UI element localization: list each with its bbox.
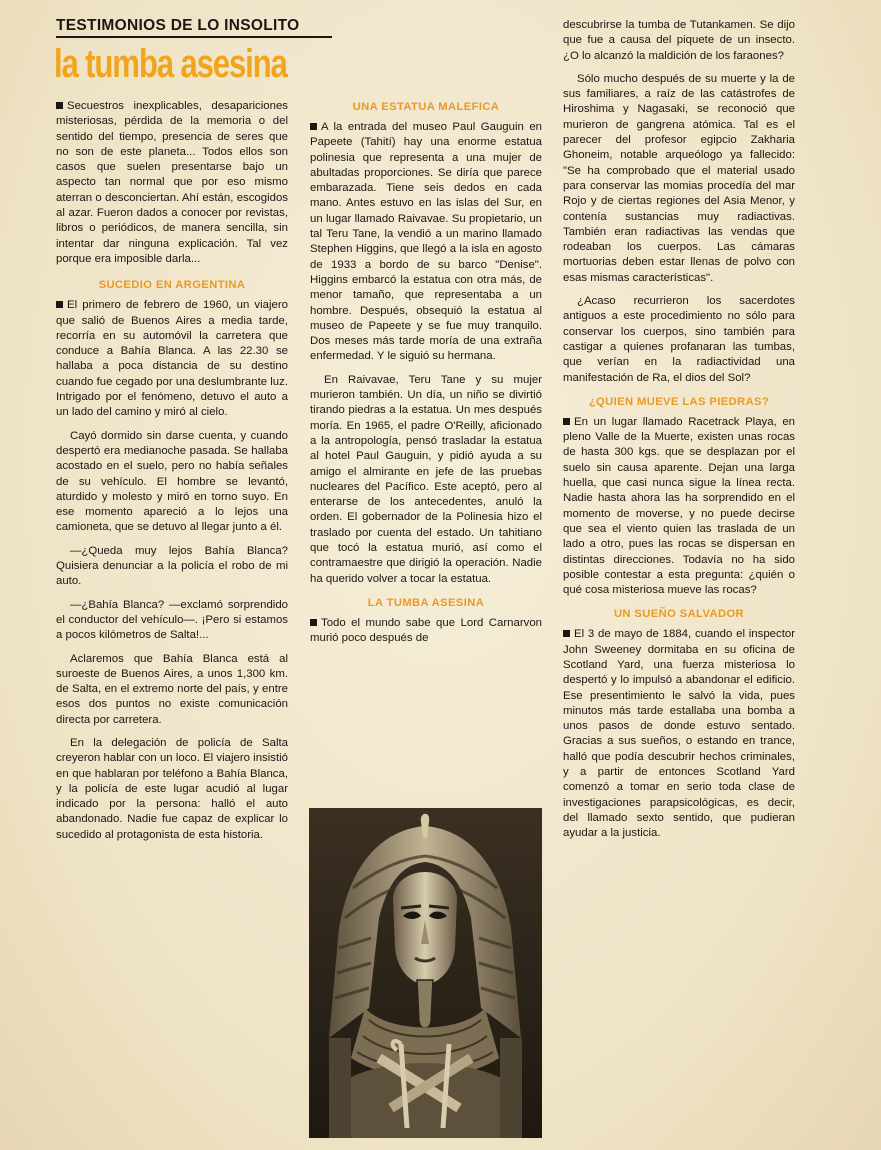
column-3 xyxy=(563,18,795,842)
paragraph: En la delegación de policía de Salta creyeron hablar con un loco. El viajero insistió en que hablaran por teléfono a Bahía Blanca, y la policía de este lugar acudió al lugar indicado por la persona: halló el auto abandonado. Nadie fue capaz de explicar lo sucedido al protagonista de esta historia. xyxy=(56,736,288,841)
bullet-icon xyxy=(563,630,570,637)
paragraph: —¿Queda muy lejos Bahía Blanca? Quisiera denunciar a la policía el robo de mi auto. xyxy=(56,544,288,588)
subhead-tumba: LA TUMBA ASESINA xyxy=(367,596,485,609)
bullet-icon xyxy=(310,123,317,130)
paragraph: Cayó dormido sin darse cuenta, y cuando despertó era medianoche pasada. Se hallaba acostado en el suelo, pero no había señales de su vehículo. El hombre se levantó, aturdido y molesto y miró en torno suyo. En ese momento apareció a lo lejos una camioneta, que se detuvo al llegar junto a él. xyxy=(56,429,288,534)
paragraph: En Raivavae, Teru Tane y su mujer murieron también. Un día, un niño se divirtió tirando piedras a la estatua. Un mes después moría. En 1965, el padre O'Reilly, aficionado a la antropología, pensó trasladar la estatua al hotel Paul Gauguin, y pidió ayuda a su amigo el almirante en jefe de las pruebas nucleares del Pacífico. Este aceptó, pero al enterarse de los antecedentes, anuló la orden. El gobernador de la Polinesia hizo el traslado por cuenta del estado. Un tahitiano que tocó la estatua murió, así como el contramaestre que dirigió la operación. Nadie ha querido volver a tocar la estatua. xyxy=(310,373,542,585)
paragraph: Todo el mundo sabe que Lord Carnarvon murió poco después de xyxy=(310,616,542,645)
paragraph: descubrirse la tumba de Tutankamen. Se dijo que fue a causa del piquete de un insecto. ¿O lo alcanzó la maldición de los faraones? xyxy=(563,19,795,62)
subhead-argentina: SUCEDIO EN ARGENTINA xyxy=(98,279,246,292)
bullet-icon xyxy=(56,102,63,109)
column-2 xyxy=(310,98,542,647)
tutankhamun-mask-photo xyxy=(309,808,542,1138)
paragraph: ¿Acaso recurrieron los sacerdotes antiguos a este procedimiento no sólo para conservar los cuerpos, sino también para castigar a quienes profanaran las tumbas, que verían en la radiactividad una manifestación de Ra, el dios del Sol? xyxy=(563,295,795,384)
paragraph: El 3 de mayo de 1884, cuando el inspector John Sweeney dormitaba en su oficina de Scotland Yard, una fuerza misteriosa lo despertó y lo impulsó a abandonar el edificio. Ese presentimiento le salvó la vida, pues minutos más tarde estallaba una bomba a unos pasos de donde estuvo sentado. Gracias a sus sueños, o estando en trance, halló que podía descubrir hechos criminales, y a partir de entonces Scotland Yard comenzó a tomar en serio toda clase de investigaciones parapsicológicas, es decir, del llamado sexto sentido, que pudieran ayudar a la justicia. xyxy=(563,628,795,840)
bullet-icon xyxy=(310,619,317,626)
intro-paragraph: Secuestros inexplicables, desapariciones misteriosas, pérdida de la memoria o del sentido del tiempo, presencia de seres que no son de este planeta... Todos ellos son casos que suelen presentarse bajo un aspecto tan normal que por eso mismo aterran o desconciertan. Ahí están, escogidos al azar. Fueron dados a conocer por revistas, libros o periódicos, de manera sencilla, sin intentar dar ninguna explicación. Tal vez porque era imposible darla... xyxy=(56,100,288,265)
bullet-icon xyxy=(563,418,570,425)
bullet-icon xyxy=(56,301,63,308)
paragraph: El primero de febrero de 1960, un viajero que salió de Buenos Aires a media tarde, recorría en su automóvil la carretera que conduce a Bahía Blanca. A las 22.30 se hallaba a poca distancia de su destino cuando fue cegado por una deslumbrante luz. Intrigado por el fenómeno, detuvo el auto a un lado del camino y miró al cielo. xyxy=(56,299,288,419)
article-headline: la tumba asesina xyxy=(54,42,287,86)
subhead-piedras: ¿QUIEN MUEVE LAS PIEDRAS? xyxy=(588,395,770,408)
subhead-estatua: UNA ESTATUA MALEFICA xyxy=(352,101,500,113)
section-kicker: TESTIMONIOS DE LO INSOLITO xyxy=(56,17,332,38)
paragraph: Aclaremos que Bahía Blanca está al suroeste de Buenos Aires, a unos 1,300 km. de Salta, en el extremo norte del país, y entre esos dos puntos no existe comunicación directa por carretera. xyxy=(56,652,288,726)
column-1 xyxy=(56,99,288,843)
paragraph: En un lugar llamado Racetrack Playa, en pleno Valle de la Muerte, existen unas rocas de hasta 300 kgs. que se desplazan por el suelo sin causa aparente. Dejan una larga huella, que casi nunca sigue la línea recta. Nadie hasta ahora las ha sorprendido en el momento de moverse, y no puede decirse que sea el viento quien las traslada de un lado a otro, pues las rocas se dispersan en distintas direcciones. Todavía no ha sido posible contestar a esta pregunta: ¿quién o qué cosa misteriosa mueve las rocas? xyxy=(563,415,795,597)
paragraph: A la entrada del museo Paul Gauguin en Papeete (Tahití) hay una enorme estatua polinesia que representa a una mujer de abultadas proporciones. Se diría que parece embarazada. Tiene seis dedos en cada mano. Antes estuvo en las islas del Sur, en un lugar llamado Raivavae. Su propietario, un tal Teru Tane, la vendió a un marino llamado Stephen Higgins, que llegó a la isla en agosto de 1933 a bordo de su barco "Denise". Higgins embarcó la estatua con otra más, de menor tamaño, que representaba a un hombre. Después, obsequió la estatua al museo de Papeete y se fue muy tranquilo. Dos meses más tarde moría de una extraña enfermedad. Y le siguió su hermana. xyxy=(310,121,542,363)
pharaoh-sarcophagus-image xyxy=(309,808,542,1138)
paragraph: Sólo mucho después de su muerte y la de sus familiares, a raíz de las catástrofes de Hiroshima y Nagasaki, se reconoció que murieron de gangrena atómica. Tal es el parecer del profesor egipcio Zakharia Ghoneim, notable arqueólogo ya fallecido: "Se ha comprobado que el material usado para conservar las momias procedía del mar Rojo y de ciertas regiones del Asia Menor, y contenía sustancias muy radiactivas. También eran radiactivas las vendas que rodeaban los cuerpos. Las cámaras mortuorias deben estar llenas de polvo con esas mismas características". xyxy=(563,72,795,284)
subhead-sueno: UN SUEÑO SALVADOR xyxy=(613,608,745,621)
paragraph: —¿Bahía Blanca? —exclamó sorprendido el conductor del vehículo—. ¡Pero si estamos a pocos kilómetros de Salta!... xyxy=(56,598,288,642)
